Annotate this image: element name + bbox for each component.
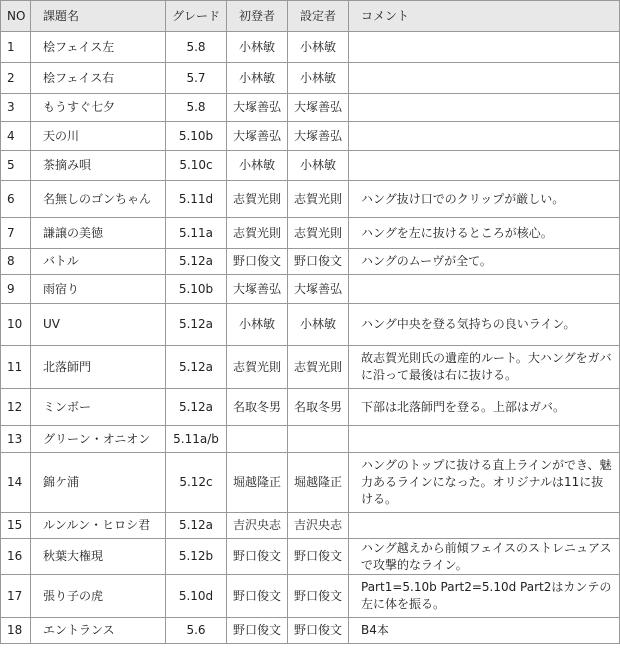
cell-no: 9 — [1, 275, 31, 304]
cell-route-name: ルンルン・ヒロシ君 — [31, 513, 166, 539]
cell-comment — [349, 63, 620, 94]
table-body — [1, 32, 620, 644]
table-row — [1, 389, 620, 426]
cell-no: 5 — [1, 151, 31, 181]
header-no: NO — [1, 1, 31, 32]
table-row — [1, 304, 620, 346]
table-row — [1, 275, 620, 304]
cell-first-ascent: 小林敏 — [227, 32, 288, 63]
cell-setter: 野口俊文 — [288, 618, 349, 644]
cell-grade: 5.11a/b — [166, 426, 227, 453]
table-row — [1, 346, 620, 389]
cell-grade: 5.12a — [166, 304, 227, 346]
cell-no: 11 — [1, 346, 31, 389]
cell-comment — [349, 32, 620, 63]
cell-grade: 5.10c — [166, 151, 227, 181]
cell-grade: 5.10d — [166, 575, 227, 618]
cell-no: 15 — [1, 513, 31, 539]
table-row — [1, 122, 620, 151]
table-row — [1, 539, 620, 575]
cell-setter: 野口俊文 — [288, 575, 349, 618]
cell-grade: 5.7 — [166, 63, 227, 94]
cell-route-name: 秋葉大権現 — [31, 539, 166, 575]
cell-no: 14 — [1, 453, 31, 513]
table-row — [1, 151, 620, 181]
header-grade: グレード — [166, 1, 227, 32]
cell-first-ascent: 野口俊文 — [227, 618, 288, 644]
cell-comment: ハングのトップに抜ける直上ラインができ、魅力あるラインになった。オリジナルは11に抜ける。 — [349, 453, 620, 513]
cell-first-ascent: 堀越隆正 — [227, 453, 288, 513]
cell-grade: 5.11d — [166, 181, 227, 218]
header-comment: コメント — [349, 1, 620, 32]
cell-grade: 5.12c — [166, 453, 227, 513]
cell-comment — [349, 426, 620, 453]
table-row — [1, 453, 620, 513]
table-row — [1, 513, 620, 539]
cell-setter: 小林敏 — [288, 32, 349, 63]
cell-setter: 野口俊文 — [288, 539, 349, 575]
cell-route-name: もうすぐ七夕 — [31, 94, 166, 122]
table-row — [1, 94, 620, 122]
cell-setter — [288, 426, 349, 453]
cell-route-name: 名無しのゴンちゃん — [31, 181, 166, 218]
cell-first-ascent: 野口俊文 — [227, 575, 288, 618]
cell-route-name: 北落師門 — [31, 346, 166, 389]
cell-setter: 野口俊文 — [288, 249, 349, 275]
cell-grade: 5.6 — [166, 618, 227, 644]
cell-setter: 堀越隆正 — [288, 453, 349, 513]
cell-route-name: 桧フェイス左 — [31, 32, 166, 63]
cell-grade: 5.12a — [166, 346, 227, 389]
cell-comment: ハングのムーヴが全て。 — [349, 249, 620, 275]
cell-no: 16 — [1, 539, 31, 575]
cell-comment — [349, 94, 620, 122]
cell-route-name: グリーン・オニオン — [31, 426, 166, 453]
cell-setter: 大塚善弘 — [288, 275, 349, 304]
cell-comment — [349, 122, 620, 151]
table-row — [1, 575, 620, 618]
cell-route-name: 茶摘み唄 — [31, 151, 166, 181]
header-first-ascent: 初登者 — [227, 1, 288, 32]
cell-no: 18 — [1, 618, 31, 644]
cell-no: 10 — [1, 304, 31, 346]
cell-setter: 小林敏 — [288, 304, 349, 346]
header-name: 課題名 — [31, 1, 166, 32]
cell-no: 8 — [1, 249, 31, 275]
cell-first-ascent — [227, 426, 288, 453]
cell-comment: B4本 — [349, 618, 620, 644]
cell-setter: 小林敏 — [288, 63, 349, 94]
cell-first-ascent: 小林敏 — [227, 304, 288, 346]
cell-no: 4 — [1, 122, 31, 151]
cell-no: 7 — [1, 218, 31, 249]
cell-setter: 志賀光則 — [288, 181, 349, 218]
table-row — [1, 63, 620, 94]
cell-no: 3 — [1, 94, 31, 122]
cell-comment: Part1=5.10b Part2=5.10d Part2はカンテの左に体を振る。 — [349, 575, 620, 618]
table-row — [1, 181, 620, 218]
cell-first-ascent: 志賀光則 — [227, 218, 288, 249]
cell-comment: 故志賀光則氏の遺産的ルート。大ハングをガバに沿って最後は右に抜ける。 — [349, 346, 620, 389]
cell-no: 13 — [1, 426, 31, 453]
cell-route-name: 桧フェイス右 — [31, 63, 166, 94]
cell-route-name: 謙譲の美徳 — [31, 218, 166, 249]
cell-route-name: ミンボー — [31, 389, 166, 426]
cell-route-name: 錦ケ浦 — [31, 453, 166, 513]
cell-setter: 大塚善弘 — [288, 122, 349, 151]
cell-route-name: 張り子の虎 — [31, 575, 166, 618]
cell-setter: 志賀光則 — [288, 218, 349, 249]
cell-no: 17 — [1, 575, 31, 618]
cell-route-name: バトル — [31, 249, 166, 275]
cell-comment — [349, 151, 620, 181]
table-row — [1, 218, 620, 249]
cell-first-ascent: 志賀光則 — [227, 181, 288, 218]
cell-first-ascent: 野口俊文 — [227, 249, 288, 275]
cell-first-ascent: 大塚善弘 — [227, 94, 288, 122]
table-row — [1, 32, 620, 63]
cell-grade: 5.12a — [166, 249, 227, 275]
cell-route-name: UV — [31, 304, 166, 346]
cell-grade: 5.8 — [166, 94, 227, 122]
cell-grade: 5.10b — [166, 122, 227, 151]
table-row — [1, 249, 620, 275]
cell-setter: 小林敏 — [288, 151, 349, 181]
cell-setter: 吉沢央志 — [288, 513, 349, 539]
cell-first-ascent: 大塚善弘 — [227, 122, 288, 151]
cell-route-name: 雨宿り — [31, 275, 166, 304]
cell-grade: 5.11a — [166, 218, 227, 249]
cell-first-ascent: 小林敏 — [227, 63, 288, 94]
cell-comment: ハング中央を登る気持ちの良いライン。 — [349, 304, 620, 346]
cell-no: 12 — [1, 389, 31, 426]
table-row — [1, 426, 620, 453]
table-row — [1, 618, 620, 644]
cell-grade: 5.12a — [166, 513, 227, 539]
cell-first-ascent: 小林敏 — [227, 151, 288, 181]
cell-comment — [349, 275, 620, 304]
header-setter: 設定者 — [288, 1, 349, 32]
cell-comment: ハング越えから前傾フェイスのストレニュアスで攻撃的なライン。 — [349, 539, 620, 575]
cell-grade: 5.12b — [166, 539, 227, 575]
cell-first-ascent: 名取冬男 — [227, 389, 288, 426]
cell-comment: 下部は北落師門を登る。上部はガバ。 — [349, 389, 620, 426]
cell-first-ascent: 志賀光則 — [227, 346, 288, 389]
cell-route-name: エントランス — [31, 618, 166, 644]
cell-setter: 志賀光則 — [288, 346, 349, 389]
cell-route-name: 天の川 — [31, 122, 166, 151]
cell-no: 2 — [1, 63, 31, 94]
cell-grade: 5.8 — [166, 32, 227, 63]
cell-grade: 5.12a — [166, 389, 227, 426]
header-row — [1, 1, 620, 32]
cell-comment: ハング抜け口でのクリップが厳しい。 — [349, 181, 620, 218]
cell-comment — [349, 513, 620, 539]
cell-no: 6 — [1, 181, 31, 218]
cell-first-ascent: 大塚善弘 — [227, 275, 288, 304]
cell-no: 1 — [1, 32, 31, 63]
table-header — [1, 1, 620, 32]
cell-setter: 大塚善弘 — [288, 94, 349, 122]
cell-comment: ハングを左に抜けるところが核心。 — [349, 218, 620, 249]
cell-setter: 名取冬男 — [288, 389, 349, 426]
cell-first-ascent: 野口俊文 — [227, 539, 288, 575]
cell-first-ascent: 吉沢央志 — [227, 513, 288, 539]
cell-grade: 5.10b — [166, 275, 227, 304]
